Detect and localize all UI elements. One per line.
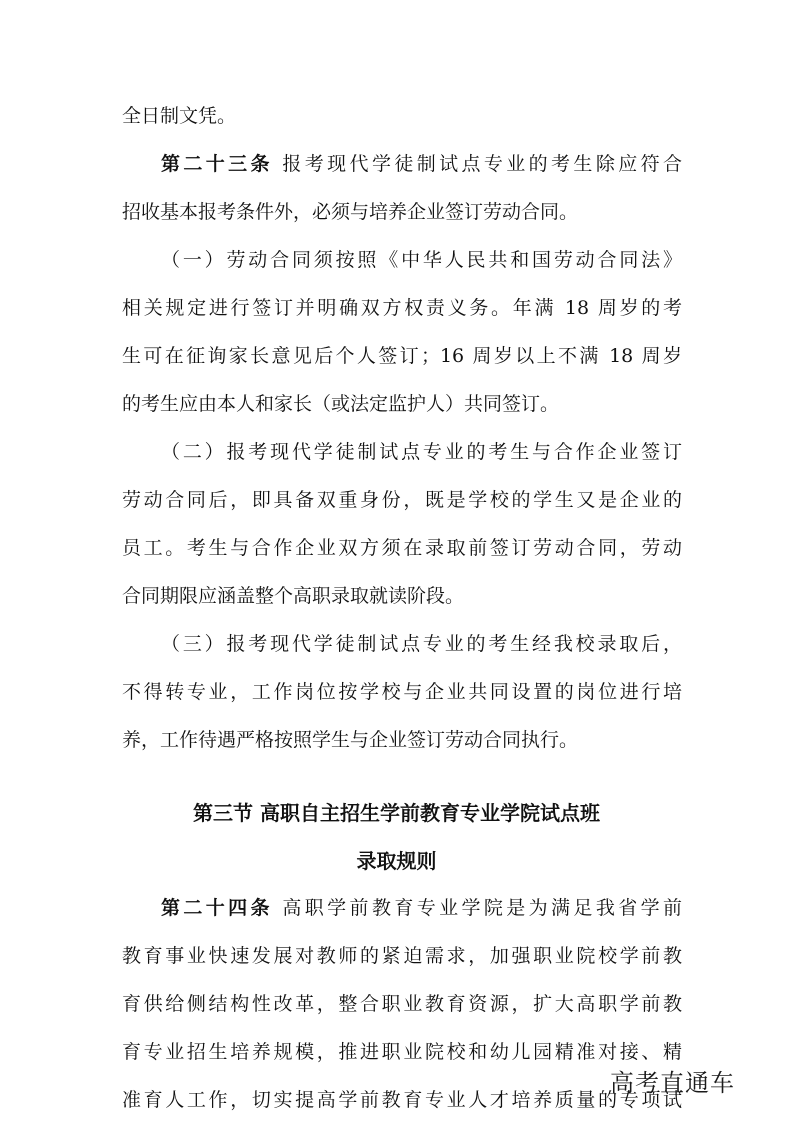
text-line: 劳动合同后，即具备双重身份，既是学校的学生又是企业的: [122, 489, 682, 511]
article-24-line: [161, 896, 682, 920]
text-line: 的考生应由本人和家长（或法定监护人）共同签订。: [122, 393, 560, 415]
section-heading-continued: 录取规则: [356, 849, 437, 873]
article-text: 报考现代学徒制试点专业的考生除应符合: [282, 153, 682, 175]
text-line: （二）报考现代学徒制试点专业的考生与合作企业签订: [161, 441, 682, 463]
text-line: 全日制文凭。: [122, 105, 237, 127]
text-line: 相关规定进行签订并明确双方权责义务。年满 18 周岁的考: [122, 297, 682, 319]
text-line: 招收基本报考条件外，必须与培养企业签订劳动合同。: [122, 201, 579, 223]
text-line: 育专业招生培养规模，推进职业院校和幼儿园精准对接、精: [122, 1041, 682, 1063]
text-line: 教育事业快速发展对教师的紧迫需求，加强职业院校学前教: [122, 945, 682, 967]
section-heading: 第三节 高职自主招生学前教育专业学院试点班: [193, 801, 600, 825]
text-line: 准育人工作，切实提高学前教育专业人才培养质量的专项试: [122, 1089, 682, 1111]
text-line: 生可在征询家长意见后个人签订；16 周岁以上不满 18 周岁: [122, 345, 682, 367]
text-line: （一）劳动合同须按照《中华人民共和国劳动合同法》: [161, 249, 682, 271]
text-line: 合同期限应涵盖整个高职录取就读阶段。: [122, 585, 465, 607]
article-23-line: [161, 152, 682, 176]
text-line: （三）报考现代学徒制试点专业的考生经我校录取后，: [161, 633, 682, 655]
text-line: 不得转专业，工作岗位按学校与企业共同设置的岗位进行培: [122, 681, 682, 703]
text-line: 养，工作待遇严格按照学生与企业签订劳动合同执行。: [122, 729, 579, 751]
text-line: 育供给侧结构性改革，整合职业教育资源，扩大高职学前教: [122, 993, 682, 1015]
watermark-logo: 高考直通车: [610, 1069, 735, 1097]
article-text: 高职学前教育专业学院是为满足我省学前: [282, 897, 682, 919]
text-line: 员工。考生与合作企业双方须在录取前签订劳动合同，劳动: [122, 537, 682, 559]
article-number: 第二十三条: [161, 153, 273, 175]
article-number: 第二十四条: [161, 897, 273, 919]
